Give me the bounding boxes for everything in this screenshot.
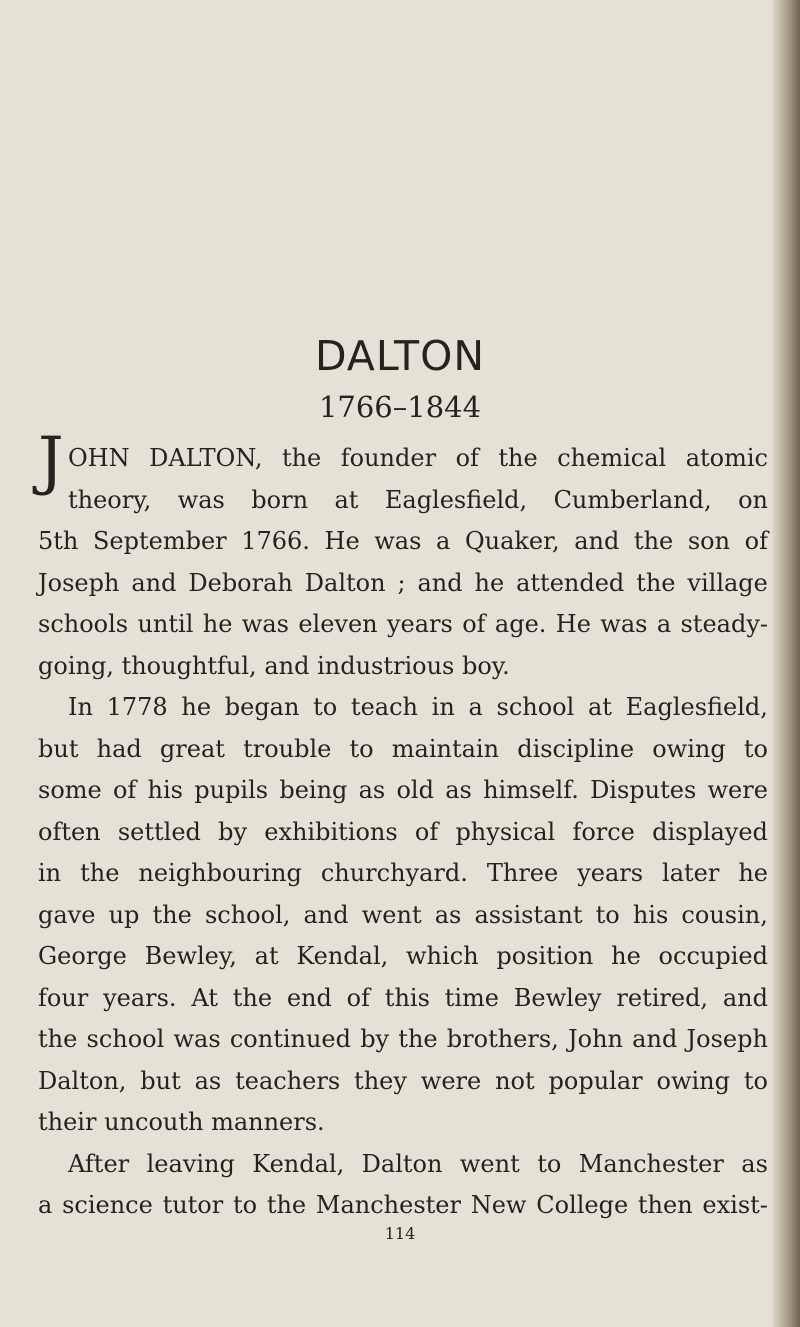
word: the bbox=[636, 568, 676, 597]
word: often bbox=[38, 817, 101, 846]
word: George bbox=[38, 942, 127, 970]
word: until bbox=[137, 610, 194, 638]
word: to bbox=[349, 734, 374, 763]
word: had bbox=[96, 734, 142, 763]
word: Deborah bbox=[188, 568, 293, 597]
word: were bbox=[707, 776, 768, 804]
word: to bbox=[595, 900, 620, 929]
text-line bbox=[38, 729, 768, 771]
word: village bbox=[687, 568, 768, 597]
word: was bbox=[241, 610, 289, 638]
word: to bbox=[743, 734, 768, 763]
word: the bbox=[38, 1025, 78, 1053]
word: ; bbox=[397, 568, 406, 597]
word: being bbox=[279, 776, 348, 804]
word: old bbox=[396, 776, 434, 804]
word: in bbox=[38, 859, 62, 887]
word: Manchester bbox=[578, 1149, 724, 1178]
word: 1778 bbox=[106, 693, 168, 721]
word: was bbox=[600, 610, 648, 638]
text-line bbox=[38, 1061, 768, 1103]
text-line bbox=[38, 563, 768, 605]
first-paragraph-block bbox=[38, 424, 768, 521]
word: great bbox=[159, 734, 225, 763]
word: schools bbox=[38, 610, 129, 638]
word: teachers bbox=[235, 1066, 341, 1095]
word: four bbox=[38, 983, 89, 1012]
word: the bbox=[266, 1191, 307, 1219]
word: and bbox=[131, 568, 177, 597]
word: as bbox=[194, 1066, 222, 1095]
word: trouble bbox=[243, 734, 332, 763]
word: went bbox=[361, 900, 422, 929]
word: and bbox=[417, 568, 463, 597]
word: discipline bbox=[517, 734, 635, 763]
text-line bbox=[38, 687, 768, 729]
word: as bbox=[358, 776, 386, 804]
word: but bbox=[140, 1066, 181, 1095]
text-line: going, thoughtful, and industrious boy. bbox=[38, 651, 510, 680]
word: Bewley bbox=[513, 983, 602, 1012]
word: his bbox=[632, 900, 669, 929]
word: as bbox=[741, 1149, 768, 1178]
word: atomic bbox=[685, 444, 768, 472]
word: as bbox=[434, 900, 462, 929]
word: maintain bbox=[391, 734, 500, 763]
word: DALTON, bbox=[149, 444, 263, 472]
word: years. bbox=[103, 983, 177, 1012]
word: of bbox=[346, 983, 370, 1012]
word: a bbox=[38, 1191, 53, 1219]
word: After bbox=[68, 1149, 130, 1178]
word: he bbox=[474, 568, 505, 597]
word: of bbox=[414, 817, 439, 846]
text-line bbox=[38, 1144, 768, 1186]
word: exist- bbox=[702, 1191, 768, 1219]
word: at bbox=[334, 485, 359, 514]
word: force bbox=[572, 817, 635, 846]
word: teach bbox=[350, 693, 418, 721]
word: science bbox=[62, 1191, 153, 1219]
word: a bbox=[436, 527, 451, 555]
word: to bbox=[232, 1191, 258, 1219]
word: the bbox=[398, 1025, 438, 1053]
word: to bbox=[537, 1149, 562, 1178]
word: chemical bbox=[557, 444, 667, 472]
word: of bbox=[455, 444, 479, 472]
word: of bbox=[744, 527, 768, 555]
word: which bbox=[406, 942, 479, 970]
word: up bbox=[108, 900, 140, 929]
word: the bbox=[498, 444, 538, 472]
text-line bbox=[38, 438, 768, 480]
word: retired, bbox=[616, 983, 709, 1012]
word: school bbox=[86, 1025, 165, 1053]
word: College bbox=[536, 1191, 629, 1219]
word: the bbox=[633, 527, 674, 555]
word: were bbox=[420, 1066, 482, 1095]
word: a bbox=[656, 610, 672, 638]
word: In bbox=[68, 693, 93, 721]
word: of bbox=[112, 776, 137, 804]
page-title: DALTON bbox=[314, 332, 486, 380]
word: and bbox=[574, 527, 620, 555]
text-line bbox=[38, 770, 768, 812]
text-line bbox=[38, 1019, 768, 1061]
word: school bbox=[496, 693, 575, 721]
text-line bbox=[38, 936, 768, 978]
word: to bbox=[313, 693, 338, 721]
word: occupied bbox=[658, 942, 768, 970]
text-line bbox=[38, 604, 768, 646]
word: owing bbox=[656, 1066, 730, 1095]
text-line bbox=[38, 853, 768, 895]
word: this bbox=[384, 983, 430, 1012]
word: cousin, bbox=[681, 900, 768, 929]
word: 1766. bbox=[241, 527, 310, 555]
word: He bbox=[555, 610, 591, 638]
word: on bbox=[738, 485, 768, 514]
word: years bbox=[386, 610, 453, 638]
word: age. bbox=[494, 610, 547, 638]
word: At bbox=[191, 983, 218, 1012]
word: end bbox=[286, 983, 332, 1012]
word: 5th bbox=[38, 527, 79, 555]
word: Eaglesfield, bbox=[384, 485, 528, 514]
word: the bbox=[152, 900, 192, 929]
text-line bbox=[38, 895, 768, 937]
word: and bbox=[722, 983, 768, 1012]
word: and bbox=[303, 900, 349, 929]
word: Kendal, bbox=[252, 1149, 345, 1178]
word: tutor bbox=[162, 1191, 224, 1219]
body-text bbox=[38, 424, 768, 1227]
word: went bbox=[459, 1149, 520, 1178]
word: Dalton bbox=[361, 1149, 443, 1178]
word: he bbox=[738, 859, 768, 887]
word: school, bbox=[204, 900, 291, 929]
word: steady- bbox=[680, 610, 768, 638]
word: Joseph bbox=[38, 568, 120, 597]
word: was bbox=[177, 485, 225, 514]
text-line bbox=[38, 978, 768, 1020]
word: Disputes bbox=[590, 776, 697, 804]
word: displayed bbox=[652, 817, 768, 846]
word: at bbox=[587, 693, 612, 721]
word: He bbox=[324, 527, 360, 555]
word: was bbox=[173, 1025, 221, 1053]
word: later bbox=[662, 859, 720, 887]
page-edge bbox=[774, 0, 800, 1327]
word: Eaglesfield, bbox=[625, 693, 768, 721]
word: of bbox=[462, 610, 486, 638]
word: at bbox=[254, 942, 279, 970]
text-line bbox=[38, 521, 768, 563]
word: Dalton, bbox=[38, 1066, 127, 1095]
word: assistant bbox=[474, 900, 583, 929]
word: he bbox=[611, 942, 641, 970]
word: Kendal, bbox=[296, 942, 389, 970]
word: to bbox=[743, 1066, 768, 1095]
text-line bbox=[38, 812, 768, 854]
word: brothers, bbox=[446, 1025, 559, 1053]
word: September bbox=[92, 527, 227, 555]
word: years bbox=[577, 859, 644, 887]
word: but bbox=[38, 734, 79, 763]
word: owing bbox=[652, 734, 726, 763]
word: attended bbox=[516, 568, 625, 597]
word: son bbox=[687, 527, 731, 555]
word: born bbox=[251, 485, 309, 514]
word: a bbox=[468, 693, 483, 721]
word: then bbox=[637, 1191, 693, 1219]
word: exhibitions bbox=[264, 817, 398, 846]
word: he bbox=[202, 610, 233, 638]
word: theory, bbox=[68, 485, 152, 514]
word: himself. bbox=[483, 776, 579, 804]
word: Joseph bbox=[686, 1025, 768, 1053]
word: settled bbox=[117, 817, 201, 846]
text-line: their uncouth manners. bbox=[38, 1108, 325, 1136]
word: popular bbox=[548, 1066, 643, 1095]
word: not bbox=[495, 1066, 535, 1095]
word: began bbox=[224, 693, 300, 721]
word: was bbox=[374, 527, 422, 555]
page-number: 114 bbox=[384, 1224, 416, 1243]
word: as bbox=[445, 776, 472, 804]
word: New bbox=[470, 1191, 527, 1219]
word: churchyard. bbox=[320, 859, 468, 887]
word: time bbox=[444, 983, 499, 1012]
word: gave bbox=[38, 900, 96, 929]
word: they bbox=[354, 1066, 407, 1095]
word: the bbox=[80, 859, 120, 887]
word: by bbox=[218, 817, 248, 846]
word: OHN bbox=[68, 444, 130, 472]
word: eleven bbox=[298, 610, 378, 638]
word: he bbox=[181, 693, 212, 721]
word: the bbox=[232, 983, 273, 1012]
drop-cap: J bbox=[38, 424, 64, 498]
word: Bewley, bbox=[144, 942, 237, 970]
life-dates: 1766–1844 bbox=[318, 390, 482, 424]
word: by bbox=[360, 1025, 390, 1053]
word: Three bbox=[486, 859, 559, 887]
word: Dalton bbox=[304, 568, 386, 597]
word: some bbox=[38, 776, 102, 804]
word: neighbouring bbox=[138, 859, 302, 887]
word: the bbox=[281, 444, 322, 472]
word: in bbox=[431, 693, 455, 721]
word: Cumberland, bbox=[553, 485, 712, 514]
word: leaving bbox=[146, 1149, 235, 1178]
word: Quaker, bbox=[464, 527, 560, 555]
word: and bbox=[632, 1025, 678, 1053]
word: Manchester bbox=[315, 1191, 461, 1219]
word: physical bbox=[455, 817, 556, 846]
word: founder bbox=[340, 444, 437, 472]
word: pupils bbox=[194, 776, 269, 804]
word: position bbox=[496, 942, 594, 970]
word: his bbox=[147, 776, 183, 804]
text-line bbox=[38, 480, 768, 522]
text-line bbox=[38, 1185, 768, 1227]
word: continued bbox=[229, 1025, 351, 1053]
word: John bbox=[568, 1025, 623, 1053]
